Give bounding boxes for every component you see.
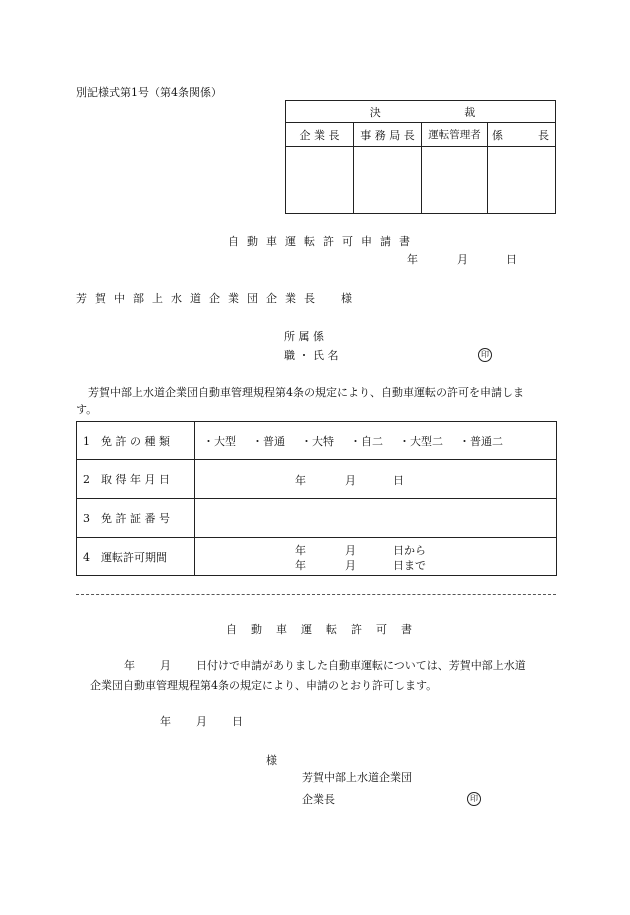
permit-date-year: 年 bbox=[160, 715, 171, 728]
application-title: 自動車運転許可申請書 bbox=[228, 235, 418, 248]
approval-stamp-cell bbox=[354, 147, 422, 214]
period-from-year: 年 bbox=[295, 544, 306, 557]
application-body-line2: す。 bbox=[76, 403, 98, 416]
table-row bbox=[77, 499, 557, 538]
application-table bbox=[76, 421, 557, 576]
license-type: ・大型二 bbox=[399, 434, 443, 448]
application-date-year: 年 bbox=[407, 253, 418, 266]
issuer-title: 企業長 bbox=[302, 793, 335, 806]
permit-body-line1: 日付けで申請がありました自動車運転については、芳賀中部上水道 bbox=[196, 659, 526, 672]
license-number-cell bbox=[195, 499, 557, 538]
permit-title: 自動車運転許可書 bbox=[226, 623, 426, 636]
acquired-month: 月 bbox=[345, 474, 356, 487]
approval-table bbox=[285, 100, 556, 214]
row-label: 3 免 許 証 番 号 bbox=[77, 499, 195, 538]
affiliation-label: 所 属 係 bbox=[284, 330, 324, 343]
approval-stamp-cell bbox=[488, 147, 556, 214]
row-label: 2 取 得 年 月 日 bbox=[77, 460, 195, 499]
approval-col-head-0: 企 業 長 bbox=[286, 123, 354, 147]
approval-col-head-1: 事 務 局 長 bbox=[354, 123, 422, 147]
permit-body-year: 年 bbox=[124, 659, 135, 672]
approval-col-head-3-right: 長 bbox=[538, 128, 549, 142]
table-row bbox=[77, 460, 557, 499]
period-from-month: 月 bbox=[345, 544, 356, 557]
license-types bbox=[195, 422, 557, 460]
permit-date-month: 月 bbox=[196, 715, 207, 728]
application-date-month: 月 bbox=[457, 253, 468, 266]
license-type: ・自二 bbox=[350, 434, 383, 448]
approval-stamp-cell bbox=[286, 147, 354, 214]
table-row bbox=[77, 538, 557, 576]
period-from-day: 日から bbox=[393, 544, 426, 557]
license-type: ・普通二 bbox=[459, 434, 503, 448]
application-body-line1: 芳賀中部上水道企業団自動車管理規程第4条の規定により、自動車運転の許可を申請しま bbox=[88, 386, 524, 399]
approval-col-head-2: 運転管理者 bbox=[422, 123, 488, 147]
license-type: ・普通 bbox=[252, 434, 285, 448]
approval-title-left: 決 bbox=[369, 105, 381, 119]
approval-col-head-3-left: 係 bbox=[492, 128, 503, 142]
row-label: 4 運転許可期間 bbox=[77, 538, 195, 576]
period-to-day: 日まで bbox=[393, 559, 426, 572]
approval-col-head-3 bbox=[488, 123, 556, 147]
approval-title bbox=[286, 101, 556, 123]
issuer-org: 芳賀中部上水道企業団 bbox=[302, 771, 412, 784]
license-type: ・大型 bbox=[203, 434, 236, 448]
permit-body-line2: 企業団自動車管理規程第4条の規定により、申請のとおり許可します。 bbox=[90, 679, 438, 692]
period-to-month: 月 bbox=[345, 559, 356, 572]
recipient-suffix: 様 bbox=[266, 754, 277, 767]
permit-period bbox=[195, 538, 557, 576]
acquired-year: 年 bbox=[295, 474, 306, 487]
period-to-year: 年 bbox=[295, 559, 306, 572]
approval-stamp-cell bbox=[422, 147, 488, 214]
issuer-seal: 印 bbox=[467, 792, 481, 806]
name-label: 職 ・ 氏 名 bbox=[284, 349, 339, 362]
cut-line bbox=[76, 594, 556, 595]
addressee-suffix: 様 bbox=[341, 292, 352, 305]
table-row bbox=[77, 422, 557, 460]
application-date-day: 日 bbox=[506, 253, 517, 266]
permit-body-month: 月 bbox=[160, 659, 171, 672]
license-type: ・大特 bbox=[301, 434, 334, 448]
approval-title-right: 裁 bbox=[464, 105, 476, 119]
acquired-date bbox=[195, 460, 557, 499]
addressee: 芳賀中部上水道企業団企業長 bbox=[76, 292, 323, 305]
applicant-seal: 印 bbox=[478, 348, 492, 362]
form-header: 別記様式第1号（第4条関係） bbox=[76, 86, 222, 99]
row-label: 1 免 許 の 種 類 bbox=[77, 422, 195, 460]
acquired-day: 日 bbox=[393, 474, 404, 487]
permit-date-day: 日 bbox=[232, 715, 243, 728]
